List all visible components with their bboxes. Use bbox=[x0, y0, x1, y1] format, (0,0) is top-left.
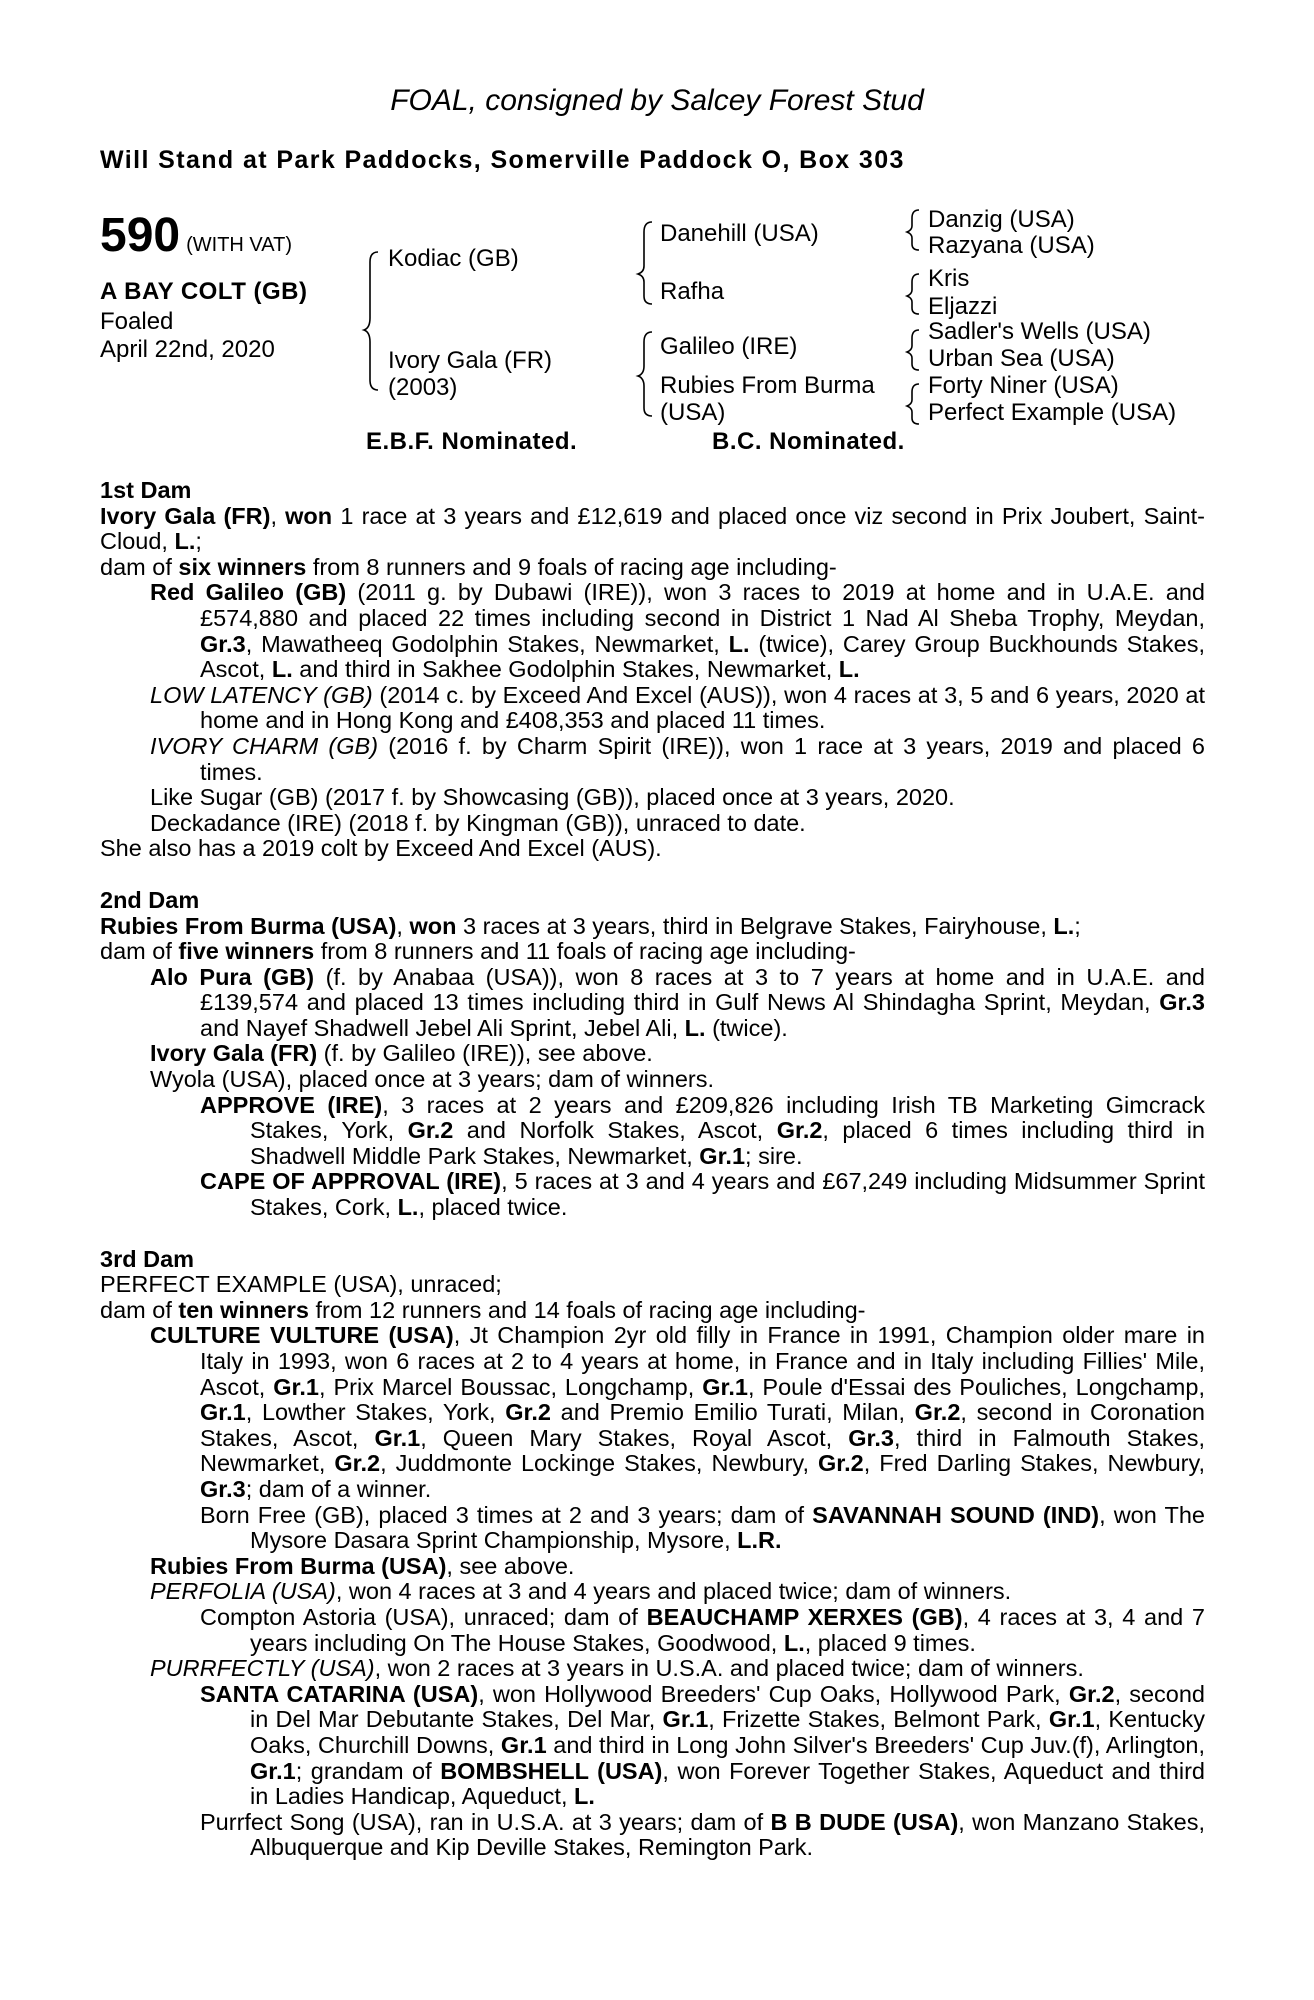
produce-like-sugar: Like Sugar (GB) (2017 f. by Showcasing (GB)), placed once at 3 years, 2020. bbox=[150, 784, 955, 811]
vat-label: (WITH VAT) bbox=[186, 234, 292, 256]
first-dam-summary: Ivory Gala (FR), won 1 race at 3 years and £12,619 and placed once viz second in Prix Joubert, Saint-Cloud, L.; bbox=[100, 502, 1205, 555]
pedigree-sdd: Eljazzi bbox=[928, 293, 998, 320]
pedigree-sss: Danzig (USA) bbox=[928, 206, 1075, 233]
pedigree-dds: Forty Niner (USA) bbox=[928, 372, 1119, 399]
first-dam-heading: 1st Dam bbox=[100, 477, 192, 503]
lot-number: 590 bbox=[100, 209, 181, 262]
produce-deckadance: Deckadance (IRE) (2018 f. by Kingman (GB)), unraced to date. bbox=[150, 809, 806, 836]
first-dam-produce-line: dam of six winners from 8 runners and 9 foals of racing age including- bbox=[100, 553, 837, 580]
pedigree-sire-dam: Rafha bbox=[660, 278, 725, 305]
produce-red-galileo: Red Galileo (GB) (2011 g. by Dubawi (IRE)), won 3 races to 2019 at home and in U.A.E. and £574,880 and placed 22 times including second in District 1 Nad Al Sheba Trophy, Meydan, Gr.3, Mawatheeq Godolphin Stakes, Newmarket, L. (twice), Carey Group Buckhounds Stakes, Ascot, L. and third in Sakhee Godolphin Stakes, Newmarket, L. bbox=[150, 579, 1205, 683]
pedigree-sire: Kodiac (GB) bbox=[388, 245, 519, 272]
produce-perfolia: PERFOLIA (USA), won 4 races at 3 and 4 years and placed twice; dam of winners. bbox=[150, 1578, 1012, 1605]
produce-ivory-gala: Ivory Gala (FR) (f. by Galileo (IRE)), see above. bbox=[150, 1040, 653, 1067]
pedigree-dam-dam: Rubies From Burma bbox=[660, 372, 875, 399]
produce-culture-vulture: CULTURE VULTURE (USA), Jt Champion 2yr old filly in France in 1991, Champion older mare in Italy in 1993, won 6 races at 2 to 4 years at home, in France and in Italy including Fillies' Mile, Ascot, Gr.1, Prix Marcel Boussac, Longchamp, Gr.1, Poule d'Essai des Pouliches, Longchamp, Gr.1, Lowther Stakes, York, Gr.2 and Premio Emilio Turati, Milan, Gr.2, second in Coronation Stakes, Ascot, Gr.1, Queen Mary Stakes, Royal Ascot, Gr.3, third in Falmouth Stakes, Newmarket, Gr.2, Juddmonte Lockinge Stakes, Newbury, Gr.2, Fred Darling Stakes, Newbury, Gr.3; dam of a winner. bbox=[150, 1322, 1206, 1502]
produce-compton-astoria: Compton Astoria (USA), unraced; dam of BEAUCHAMP XERXES (GB), 4 races at 3, 4 and 7 years including On The House Stakes, Goodwood, L., placed 9 times. bbox=[200, 1603, 1205, 1656]
bc-nominated: B.C. Nominated. bbox=[712, 428, 905, 455]
second-dam-produce-line: dam of five winners from 8 runners and 11 foals of racing age including- bbox=[100, 938, 856, 965]
pedigree-ssd: Razyana (USA) bbox=[928, 232, 1095, 259]
foaled-label: Foaled bbox=[100, 308, 174, 335]
third-dam-produce-line: dam of ten winners from 12 runners and 14 foals of racing age including- bbox=[100, 1296, 866, 1323]
second-dam-heading: 2nd Dam bbox=[100, 886, 200, 913]
ebf-nominated: E.B.F. Nominated. bbox=[366, 428, 578, 455]
dam-record bbox=[100, 478, 1205, 1861]
consignor-line: FOAL, consigned by Salcey Forest Stud bbox=[390, 84, 924, 117]
pedigree-sire-sire: Danehill (USA) bbox=[660, 220, 819, 247]
produce-cape-of-approval: CAPE OF APPROVAL (IRE), 5 races at 3 and 4 years and £67,249 including Midsummer Sprint Stakes, Cork, L., placed twice. bbox=[200, 1168, 1205, 1221]
produce-santa-catarina: SANTA CATARINA (USA), won Hollywood Breeders' Cup Oaks, Hollywood Park, Gr.2, second in Del Mar Debutante Stakes, Del Mar, Gr.1, Frizette Stakes, Belmont Park, Gr.1, Kentucky Oaks, Churchill Downs, Gr.1 and third in Long John Silver's Breeders' Cup Juv.(f), Arlington, Gr.1; grandam of BOMBSHELL (USA), won Forever Together Stakes, Aqueduct and third in Ladies Handicap, Aqueduct, L. bbox=[200, 1680, 1206, 1810]
foaled-date: April 22nd, 2020 bbox=[100, 336, 275, 363]
pedigree-dam-dam-origin: (USA) bbox=[660, 399, 726, 426]
stand-location: Will Stand at Park Paddocks, Somerville Paddock O, Box 303 bbox=[100, 146, 905, 174]
produce-ivory-charm: IVORY CHARM (GB) (2016 f. by Charm Spirit (IRE)), won 1 race at 3 years, 2019 and placed 6 times. bbox=[150, 732, 1205, 785]
pedigree-dam: Ivory Gala (FR) bbox=[388, 347, 553, 374]
horse-name: A BAY COLT (GB) bbox=[100, 278, 308, 305]
pedigree-dam-sire: Galileo (IRE) bbox=[660, 333, 798, 360]
produce-born-free: Born Free (GB), placed 3 times at 2 and 3 years; dam of SAVANNAH SOUND (IND), won The Mysore Dasara Sprint Championship, Mysore, L.R. bbox=[200, 1501, 1205, 1554]
produce-approve: APPROVE (IRE), 3 races at 2 years and £209,826 including Irish TB Marketing Gimcrack Stakes, York, Gr.2 and Norfolk Stakes, Ascot, Gr.2, placed 6 times including third in Shadwell Middle Park Stakes, Newmarket, Gr.1; sire. bbox=[200, 1091, 1205, 1169]
first-dam-note: She also has a 2019 colt by Exceed And Excel (AUS). bbox=[100, 835, 662, 862]
produce-wyola: Wyola (USA), placed once at 3 years; dam of winners. bbox=[150, 1066, 715, 1093]
produce-purrfect-song: Purrfect Song (USA), ran in U.S.A. at 3 years; dam of B B DUDE (USA), won Manzano Stakes, Albuquerque and Kip Deville Stakes, Remington Park. bbox=[200, 1808, 1205, 1861]
pedigree-sds: Kris bbox=[928, 265, 970, 292]
pedigree-ddd: Perfect Example (USA) bbox=[928, 399, 1177, 426]
produce-rubies-from-burma: Rubies From Burma (USA), see above. bbox=[150, 1552, 575, 1579]
pedigree-dss: Sadler's Wells (USA) bbox=[928, 318, 1151, 345]
second-dam-summary: Rubies From Burma (USA), won 3 races at 3 years, third in Belgrave Stakes, Fairyhouse, L.; bbox=[100, 912, 1081, 939]
produce-low-latency: LOW LATENCY (GB) (2014 c. by Exceed And Excel (AUS)), won 4 races at 3, 5 and 6 years, 2020 at home and in Hong Kong and £408,353 and placed 11 times. bbox=[150, 681, 1205, 734]
third-dam-summary: PERFECT EXAMPLE (USA), unraced; bbox=[100, 1271, 502, 1298]
pedigree-dam-year: (2003) bbox=[388, 374, 458, 401]
pedigree-dsd: Urban Sea (USA) bbox=[928, 345, 1115, 372]
third-dam-heading: 3rd Dam bbox=[100, 1245, 195, 1272]
produce-purrfectly: PURRFECTLY (USA), won 2 races at 3 years in U.S.A. and placed twice; dam of winners. bbox=[150, 1655, 1084, 1682]
produce-alo-pura: Alo Pura (GB) (f. by Anabaa (USA)), won 8 races at 3 to 7 years at home and in U.A.E. and £139,574 and placed 13 times including third in Gulf News Al Shindagha Sprint, Meydan, Gr.3 and Nayef Shadwell Jebel Ali Sprint, Jebel Ali, L. (twice). bbox=[150, 963, 1205, 1041]
